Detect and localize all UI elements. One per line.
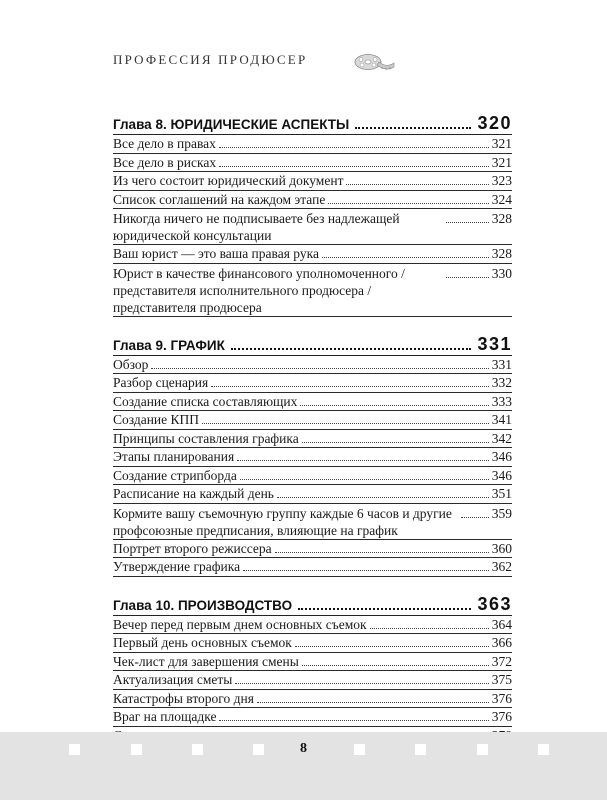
entry-title: Расписание на каждый день: [113, 486, 274, 501]
entry-page-number: 351: [491, 486, 512, 501]
page-number: 8: [300, 741, 307, 756]
leader-dots: [211, 385, 489, 387]
leader-dots: [355, 126, 471, 129]
entry-page-number: 366: [491, 635, 512, 650]
entry-title: Кормите вашу съемочную группу каждые 6 часов и другие профсоюзные предписания, влияющие на график: [113, 505, 452, 538]
toc-entry[interactable]: [113, 191, 512, 210]
toc-entry[interactable]: [113, 485, 512, 504]
entry-page-number: 376: [491, 690, 512, 706]
leader-dots: [277, 496, 489, 498]
toc-entry[interactable]: [113, 708, 512, 727]
entry-page-number: 346: [491, 467, 512, 483]
entry-page-number: 362: [491, 559, 512, 574]
entry-title: Этапы планирования: [113, 449, 235, 464]
entry-page-number: 359: [491, 505, 512, 521]
entry-page-number: 321: [491, 136, 512, 151]
entry-title: Враг на площадке: [113, 709, 217, 724]
entry-title: Все дело в правах: [113, 136, 216, 151]
leader-dots: [231, 347, 472, 350]
entry-page-number: 364: [491, 616, 512, 632]
entry-page-number: 342: [491, 430, 512, 446]
chapter-page-number: 363: [477, 593, 512, 614]
toc-entry[interactable]: [113, 209, 512, 245]
entry-page-number: 346: [491, 449, 512, 464]
leader-dots: [322, 256, 489, 258]
toc-entry[interactable]: [113, 356, 512, 375]
toc-entry[interactable]: [113, 558, 512, 577]
leader-dots: [461, 516, 489, 518]
chapter-page-number: 331: [477, 333, 512, 354]
entry-page-number: 376: [491, 709, 512, 724]
leader-dots: [219, 719, 488, 721]
entry-title: Актуализация сметы: [113, 672, 233, 687]
leader-dots: [302, 664, 489, 666]
leader-dots: [328, 202, 488, 204]
entry-title: Чек-лист для завершения смены: [113, 653, 299, 669]
leader-dots: [240, 478, 489, 480]
toc-entry[interactable]: [113, 634, 512, 653]
entry-title: Создание стрипборда: [113, 467, 237, 483]
toc-entry[interactable]: [113, 154, 512, 173]
entry-page-number: 333: [491, 393, 512, 409]
toc-entry[interactable]: [113, 374, 512, 393]
toc-entry[interactable]: [113, 393, 512, 412]
chapter-page-number: 320: [477, 113, 512, 133]
entry-title: Создание КПП: [113, 412, 200, 427]
toc-entry[interactable]: [113, 540, 512, 559]
leader-dots: [295, 645, 489, 647]
leader-dots: [237, 459, 489, 461]
chapter-heading[interactable]: [113, 112, 512, 135]
entry-title: Обзор: [113, 356, 149, 372]
leader-dots: [257, 701, 489, 703]
leader-dots: [219, 165, 489, 167]
toc-entry[interactable]: [113, 135, 512, 154]
toc-entry[interactable]: [113, 653, 512, 672]
toc-entry[interactable]: [113, 430, 512, 449]
entry-title: Из чего состоит юридический документ: [113, 173, 344, 188]
leader-dots: [243, 569, 489, 571]
entry-title: Все дело в рисках: [113, 154, 217, 170]
leader-dots: [219, 146, 489, 148]
entry-page-number: 360: [491, 540, 512, 556]
toc-entry[interactable]: [113, 504, 512, 540]
entry-page-number: 324: [491, 191, 512, 207]
leader-dots: [298, 607, 471, 610]
entry-page-number: 323: [491, 173, 512, 188]
toc-entry[interactable]: [113, 448, 512, 467]
toc-entry[interactable]: [113, 467, 512, 486]
leader-dots: [275, 551, 489, 553]
leader-dots: [202, 422, 489, 424]
entry-title: Вечер перед первым днем основных съемок: [113, 616, 367, 632]
toc-entry[interactable]: [113, 264, 512, 317]
entry-title: Создание списка составляющих: [113, 393, 298, 409]
leader-dots: [446, 221, 489, 223]
leader-dots: [346, 183, 488, 185]
leader-dots: [370, 627, 489, 629]
entry-page-number: 328: [491, 211, 512, 226]
toc-entry[interactable]: [113, 671, 512, 690]
film-reel-icon: [346, 50, 396, 74]
leader-dots: [302, 441, 489, 443]
entry-page-number: 341: [491, 412, 512, 427]
entry-title: Первый день основных съемок: [113, 635, 292, 650]
entry-title: Катастрофы второго дня: [113, 690, 254, 706]
entry-page-number: 375: [491, 672, 512, 687]
leader-dots: [151, 367, 488, 369]
leader-dots: [446, 276, 489, 278]
entry-page-number: 332: [491, 375, 512, 390]
chapter-title: Глава 10. ПРОИЗВОДСТВО: [113, 597, 293, 613]
entry-page-number: 328: [491, 246, 512, 261]
entry-page-number: 321: [491, 154, 512, 170]
toc-entry[interactable]: [113, 616, 512, 635]
chapter-title: Глава 9. ГРАФИК: [113, 337, 225, 353]
entry-title: Юрист в качестве финансового уполномоченного / представителя исполнительного продюсера / представителя продюсера: [113, 265, 405, 315]
entry-title: Никогда ничего не подписываете без надлежащей юридической консультации: [113, 211, 400, 243]
leader-dots: [235, 682, 488, 684]
toc-entry[interactable]: [113, 411, 512, 430]
entry-title: Утверждение графика: [113, 559, 241, 574]
table-of-contents: [113, 112, 512, 745]
entry-page-number: 331: [491, 356, 512, 372]
entry-page-number: 372: [491, 653, 512, 669]
chapter-heading[interactable]: [113, 333, 512, 356]
running-header: ПРОФЕССИЯ ПРОДЮСЕР: [113, 52, 308, 67]
chapter-heading[interactable]: [113, 593, 512, 616]
entry-title: Портрет второго режиссера: [113, 540, 272, 556]
toc-entry[interactable]: [113, 172, 512, 191]
entry-title: Разбор сценария: [113, 375, 209, 390]
entry-title: Список соглашений на каждом этапе: [113, 191, 326, 207]
entry-page-number: 330: [491, 265, 512, 281]
entry-title: Принципы составления графика: [113, 430, 299, 446]
chapter-title: Глава 8. ЮРИДИЧЕСКИЕ АСПЕКТЫ: [113, 117, 350, 132]
entry-title: Ваш юрист — это ваша правая рука: [113, 246, 319, 261]
leader-dots: [300, 404, 488, 406]
toc-entry[interactable]: [113, 245, 512, 264]
toc-entry[interactable]: [113, 690, 512, 709]
